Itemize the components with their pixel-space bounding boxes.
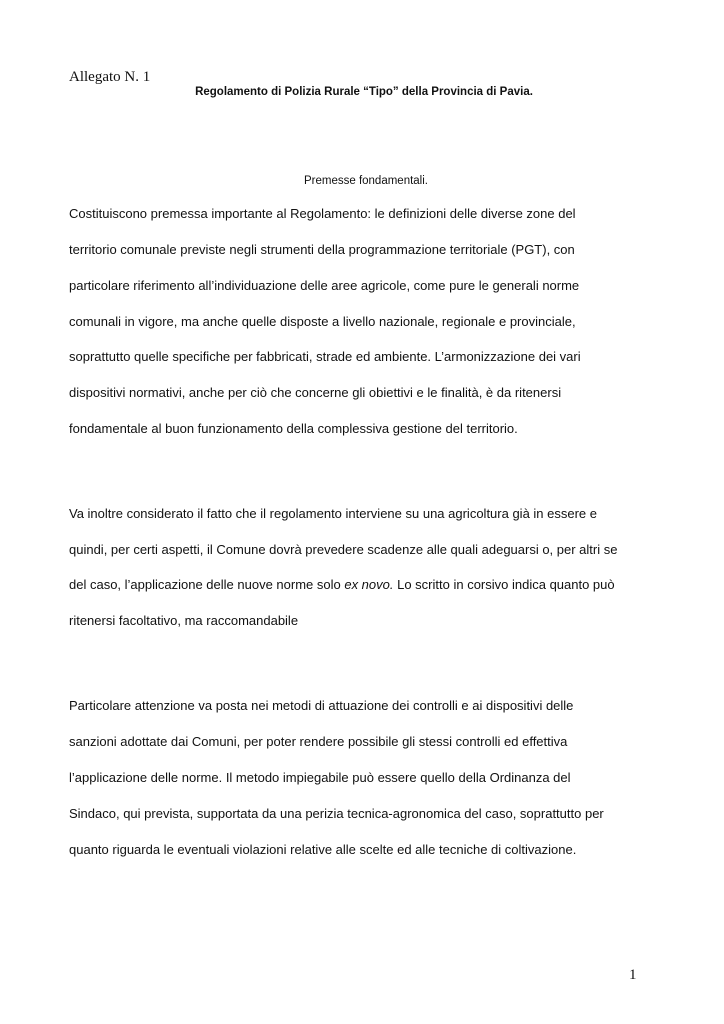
line-text: Lo scritto in corsivo indica quanto può [393, 577, 615, 592]
paragraph-line: quanto riguarda le eventuali violazioni relative alle scelte ed alle tecniche di coltivazione. [69, 842, 577, 857]
paragraph-line: dispositivi normativi, anche per ciò che concerne gli obiettivi e le finalità, è da ritenersi [69, 385, 562, 400]
document-title: Regolamento di Polizia Rurale “Tipo” della Provincia di Pavia. [195, 86, 533, 98]
section-heading: Premesse fondamentali. [303, 175, 428, 187]
paragraph-line: fondamentale al buon funzionamento della complessiva gestione del territorio. [69, 421, 518, 436]
paragraph-line: Costituiscono premessa importante al Regolamento: le definizioni delle diverse zone del [69, 206, 576, 221]
line-text: del caso, l’applicazione delle nuove norme solo [69, 577, 345, 592]
paragraph-line: ritenersi facoltativo, ma raccomandabile [69, 613, 299, 628]
paragraph-line: particolare riferimento all’individuazione delle aree agricole, come pure le generali norme [69, 278, 580, 293]
paragraph-line-mixed [69, 576, 615, 594]
paragraph-line: sanzioni adottate dai Comuni, per poter rendere possibile gli stessi controlli ed effettiva [69, 734, 568, 749]
paragraph-line: l’applicazione delle norme. Il metodo impiegabile può essere quello della Ordinanza del [69, 770, 571, 785]
italic-text: ex novo. [344, 577, 394, 592]
page-number: 1 [629, 967, 637, 983]
paragraph-line: Va inoltre considerato il fatto che il regolamento interviene su una agricoltura già in essere e [69, 506, 598, 521]
paragraph-line: soprattutto quelle specifiche per fabbricati, strade ed ambiente. L’armonizzazione dei vari [69, 349, 581, 364]
paragraph-line: Sindaco, qui prevista, supportata da una perizia tecnica-agronomica del caso, soprattutto per [69, 806, 604, 821]
paragraph-line: Particolare attenzione va posta nei metodi di attuazione dei controlli e ai dispositivi delle [69, 698, 574, 713]
paragraph-line: comunali in vigore, ma anche quelle disposte a livello nazionale, regionale e provinciale, [69, 314, 576, 329]
paragraph-line: quindi, per certi aspetti, il Comune dovrà prevedere scadenze alle quali adeguarsi o, per altri se [69, 542, 618, 557]
paragraph-line: territorio comunale previste negli strumenti della programmazione territoriale (PGT), con [69, 242, 575, 257]
annex-label: Allegato N. 1 [69, 69, 151, 85]
